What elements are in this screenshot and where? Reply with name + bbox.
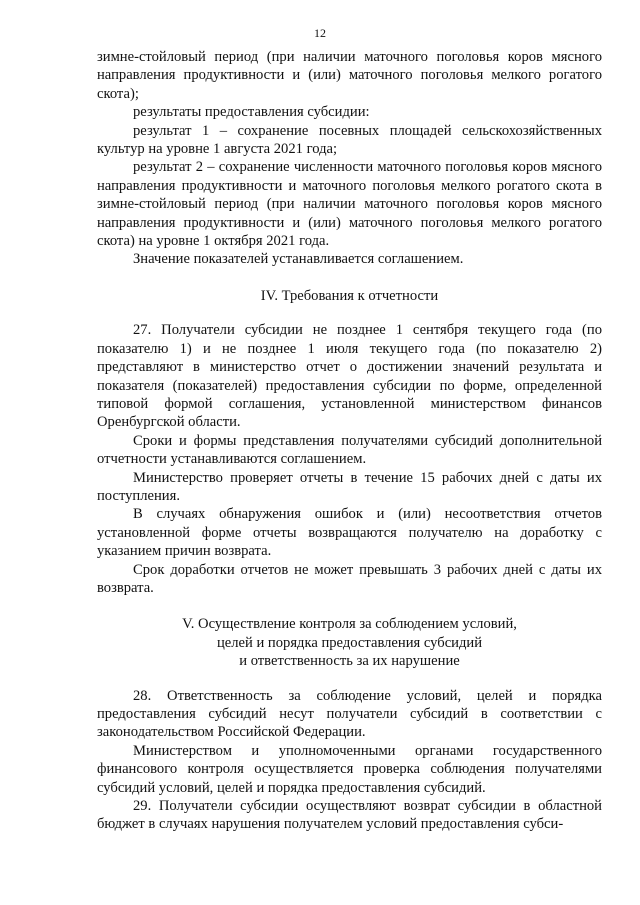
page-number: 12 bbox=[314, 26, 326, 40]
paragraph-29: 29. Получатели субсидии осуществляют возврат субсидии в областной бюджет в случаях нарушения получателем условий предоставления субси- bbox=[97, 798, 602, 833]
paragraph-errors-return: В случаях обнаружения ошибок и (или) несоответствия отчетов установленной форме отчеты возвращаются получателю на доработку с указанием причин возврата. bbox=[97, 506, 602, 560]
paragraph-indicator-value: Значение показателей устанавливается соглашением. bbox=[133, 251, 464, 268]
document-body bbox=[97, 48, 602, 834]
paragraph-control-check: Министерством и уполномоченными органами государственного финансового контроля осуществляется проверка соблюдения получателями субсидий условий, целей и порядка предоставления субсидий. bbox=[97, 742, 602, 796]
paragraph-results-intro: результаты предоставления субсидии: bbox=[133, 104, 370, 121]
paragraph-additional-reporting: Сроки и формы представления получателями субсидий дополнительной отчетности устанавливаются соглашением. bbox=[97, 432, 602, 468]
paragraph-ministry-check: Министерство проверяет отчеты в течение 15 рабочих дней с даты их поступления. bbox=[97, 469, 602, 504]
paragraph-28: 28. Ответственность за соблюдение условий, целей и порядка предоставления субсидий несут получатели субсидий в соответствии с законодательством Российской Федерации. bbox=[97, 687, 602, 741]
paragraph-result-2: результат 2 – сохранение численности маточного поголовья коров мясного направления продуктивности и маточного поголовья мелкого рогатого скота в зимне-стойловый период (при наличии маточного поголовья коров мясного направления продуктивности и (или) маточного поголовья мелкого рогатого скота) на уровне 1 октября 2021 года. bbox=[97, 159, 602, 250]
section-5-heading-line-1: V. Осуществление контроля за соблюдением условий, bbox=[182, 616, 517, 633]
section-5-heading-line-3: и ответственность за их нарушение bbox=[239, 653, 460, 670]
paragraph-revision-term: Срок доработки отчетов не может превышать 3 рабочих дней с даты их возврата. bbox=[97, 561, 602, 596]
paragraph-continuation: зимне-стойловый период (при наличии маточного поголовья коров мясного направления продуктивности и (или) маточного поголовья мелкого рогатого скота); bbox=[97, 49, 602, 102]
section-4-heading: IV. Требования к отчетности bbox=[260, 287, 439, 304]
paragraph-result-1: результат 1 – сохранение посевных площадей сельскохозяйственных культур на уровне 1 августа 2021 года; bbox=[97, 122, 602, 158]
section-5-heading-line-2: целей и порядка предоставления субсидий bbox=[216, 634, 483, 651]
section-5-heading bbox=[97, 615, 602, 670]
paragraph-27: 27. Получатели субсидии не позднее 1 сентября текущего года (по показателю 1) и не позднее 1 июля текущего года (по показателю 2) представляют в министерство отчет о достижении значений результата и показателя (показателей) предоставления субсидии по форме, определенной типовой формой соглашения, установленной министерством финансов Оренбургской области. bbox=[97, 322, 602, 431]
